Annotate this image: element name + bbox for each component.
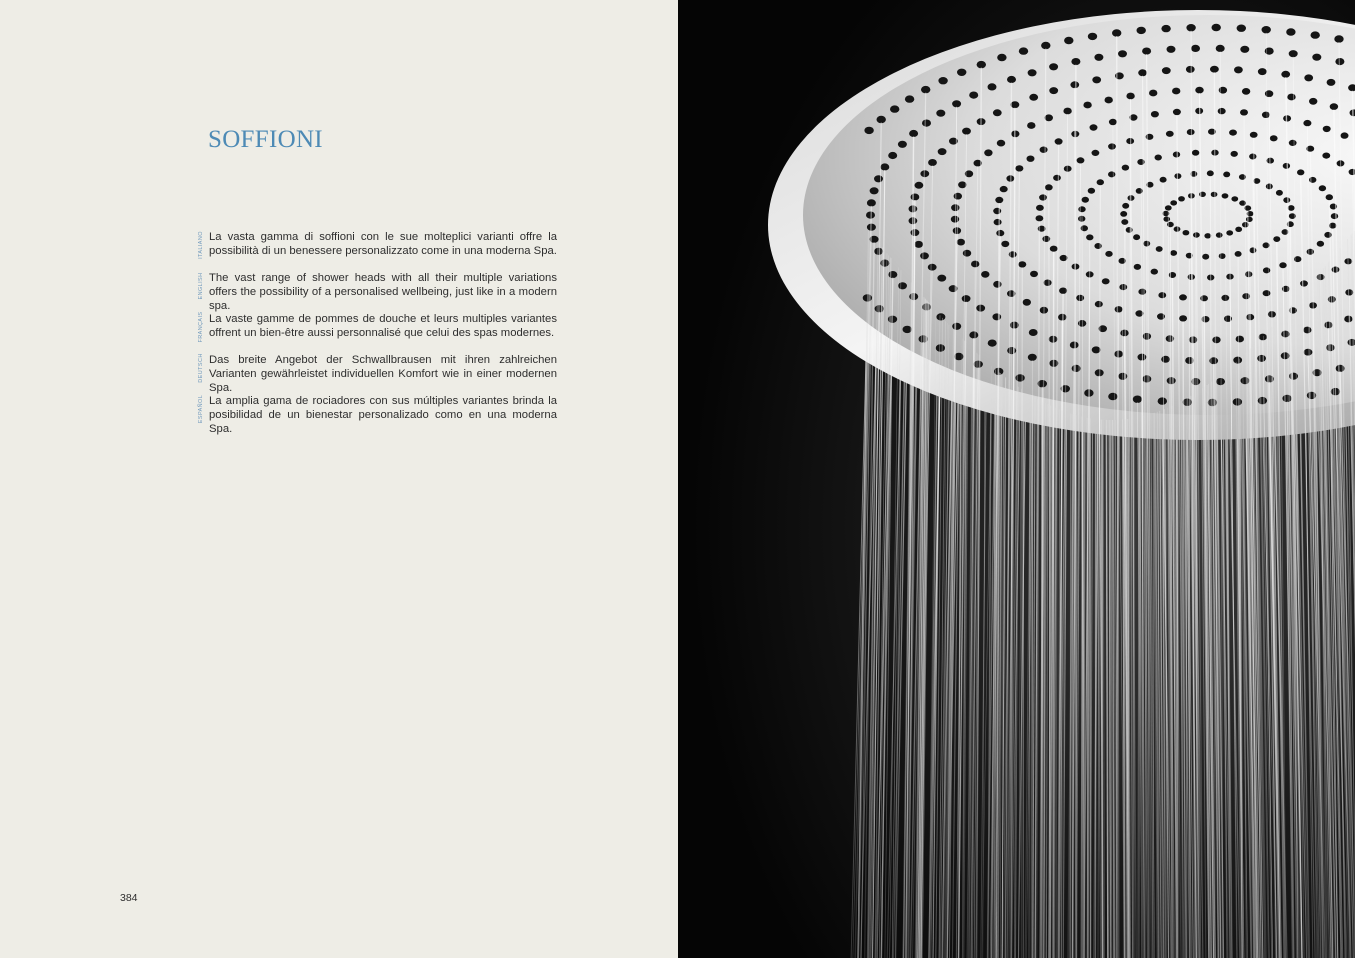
nozzle-hole xyxy=(1090,124,1098,130)
nozzle-hole xyxy=(1237,25,1246,32)
nozzle-hole xyxy=(1173,109,1181,115)
nozzle-hole xyxy=(1335,58,1344,65)
nozzle-hole xyxy=(954,193,962,200)
nozzle-hole xyxy=(1246,217,1253,222)
nozzle-hole xyxy=(1161,25,1170,32)
nozzle-hole xyxy=(922,120,931,127)
nozzle-hole xyxy=(1126,138,1134,144)
nozzle-hole xyxy=(1053,175,1061,181)
nozzle-hole xyxy=(1076,295,1084,301)
nozzle-hole xyxy=(1095,369,1104,376)
nozzle-hole xyxy=(1063,108,1071,115)
nozzle-hole xyxy=(1029,94,1038,101)
nozzle-hole xyxy=(1064,37,1073,44)
nozzle-hole xyxy=(1167,377,1176,384)
nozzle-hole xyxy=(1240,109,1248,115)
nozzle-hole xyxy=(1019,47,1028,54)
nozzle-hole xyxy=(1286,28,1295,35)
nozzle-hole xyxy=(984,149,992,156)
nozzle-hole xyxy=(1233,398,1242,405)
nozzle-hole xyxy=(1178,196,1185,201)
nozzle-hole xyxy=(1265,90,1273,97)
nozzle-hole xyxy=(1036,215,1044,221)
nozzle-hole xyxy=(1322,153,1330,159)
nozzle-hole xyxy=(1330,103,1338,110)
nozzle-hole xyxy=(1212,24,1221,31)
nozzle-hole xyxy=(1112,29,1121,36)
nozzle-hole xyxy=(877,116,886,123)
nozzle-hole xyxy=(1279,262,1286,268)
nozzle-hole xyxy=(867,199,876,206)
nozzle-hole xyxy=(1303,327,1311,334)
nozzle-hole xyxy=(1179,294,1187,300)
nozzle-hole xyxy=(1170,250,1177,256)
paragraph-text: La amplia gama de rociadores con sus múltiples variantes brinda la posibilidad de un bienestar personalizado como en una moderna Spa. xyxy=(209,395,557,435)
nozzle-hole xyxy=(1105,97,1113,104)
nozzle-hole xyxy=(988,340,997,347)
language-label: ITALIANO xyxy=(198,231,204,259)
nozzle-hole xyxy=(1161,356,1170,363)
nozzle-hole xyxy=(962,295,971,302)
nozzle-hole xyxy=(1186,66,1195,73)
nozzle-hole xyxy=(1249,154,1256,160)
nozzle-hole xyxy=(1311,31,1320,38)
nozzle-hole xyxy=(957,239,965,246)
nozzle-hole xyxy=(1088,188,1095,194)
nozzle-hole xyxy=(962,128,971,135)
nozzle-hole xyxy=(937,275,946,282)
nozzle-hole xyxy=(1109,119,1117,125)
nozzle-hole xyxy=(1045,184,1053,190)
nozzle-hole xyxy=(1309,98,1317,105)
nozzle-hole xyxy=(1210,66,1219,73)
nozzle-hole xyxy=(1312,54,1321,61)
nozzle-hole xyxy=(1158,397,1167,404)
paragraph-text: La vaste gamme de pommes de douche et leurs multiples variantes offrent un bien-être aussi personnalisé que celui des spas modernes. xyxy=(209,313,557,339)
nozzle-hole xyxy=(888,152,897,159)
nozzle-hole xyxy=(1344,316,1352,323)
nozzle-hole xyxy=(1170,200,1177,205)
nozzle-hole xyxy=(1138,354,1147,361)
nozzle-hole xyxy=(1222,193,1229,198)
nozzle-hole xyxy=(1156,246,1163,252)
paragraph-german xyxy=(196,353,558,394)
nozzle-hole xyxy=(1102,278,1110,284)
nozzle-hole xyxy=(1120,211,1127,217)
nozzle-hole xyxy=(1193,232,1200,237)
paragraph-spanish xyxy=(196,394,558,435)
nozzle-hole xyxy=(1118,50,1127,57)
language-label: FRANÇAIS xyxy=(198,311,204,343)
paragraph-italian xyxy=(196,230,558,260)
nozzle-hole xyxy=(969,331,978,338)
nozzle-hole xyxy=(1304,349,1313,356)
nozzle-hole xyxy=(1257,355,1266,362)
nozzle-hole xyxy=(1049,87,1058,94)
nozzle-hole xyxy=(1027,122,1035,129)
nozzle-hole xyxy=(977,61,986,68)
nozzle-hole xyxy=(1092,150,1100,156)
nozzle-hole xyxy=(1300,280,1308,286)
nozzle-hole xyxy=(864,127,873,134)
nozzle-hole xyxy=(995,197,1003,203)
nozzle-hole xyxy=(1266,184,1273,190)
nozzle-hole xyxy=(1000,186,1008,192)
language-label: ESPAÑOL xyxy=(198,394,204,424)
nozzle-hole xyxy=(1071,58,1080,65)
nozzle-hole xyxy=(1165,205,1172,210)
nozzle-hole xyxy=(1119,284,1127,290)
nozzle-hole xyxy=(1226,230,1233,235)
nozzle-hole xyxy=(938,148,947,155)
nozzle-hole xyxy=(1303,120,1311,126)
nozzle-hole xyxy=(1121,219,1128,225)
nozzle-hole xyxy=(1283,163,1290,169)
nozzle-hole xyxy=(1070,81,1079,88)
nozzle-hole xyxy=(1105,251,1112,257)
nozzle-hole xyxy=(1173,152,1180,158)
nozzle-hole xyxy=(1015,165,1023,171)
nozzle-hole xyxy=(1341,132,1349,138)
nozzle-hole xyxy=(957,69,966,76)
nozzle-hole xyxy=(1041,42,1050,49)
multilingual-description xyxy=(196,230,558,435)
nozzle-hole xyxy=(936,344,945,351)
nozzle-hole xyxy=(1216,378,1225,385)
nozzle-hole xyxy=(1174,226,1181,231)
nozzle-hole xyxy=(1235,251,1242,257)
nozzle-hole xyxy=(1030,271,1038,277)
nozzle-hole xyxy=(1169,272,1176,278)
nozzle-hole xyxy=(1233,357,1242,364)
nozzle-hole xyxy=(1281,352,1290,359)
nozzle-hole xyxy=(1028,354,1037,361)
nozzle-hole xyxy=(1001,241,1009,247)
nozzle-hole xyxy=(1216,232,1223,237)
nozzle-hole xyxy=(1040,147,1048,153)
nozzle-hole xyxy=(909,130,918,137)
nozzle-hole xyxy=(936,110,945,117)
nozzle-hole xyxy=(1095,301,1103,307)
nozzle-hole xyxy=(905,95,914,102)
nozzle-hole xyxy=(1070,342,1079,349)
nozzle-hole xyxy=(1242,88,1250,95)
nozzle-hole xyxy=(1334,35,1343,42)
nozzle-hole xyxy=(1050,246,1058,252)
nozzle-hole xyxy=(1317,241,1324,247)
nozzle-hole xyxy=(1027,156,1035,162)
nozzle-hole xyxy=(1163,216,1170,221)
nozzle-hole xyxy=(1289,50,1298,57)
nozzle-hole xyxy=(928,159,937,166)
nozzle-hole xyxy=(1249,247,1256,253)
nozzle-hole xyxy=(1136,188,1143,194)
nozzle-hole xyxy=(1192,150,1199,156)
nozzle-hole xyxy=(1077,157,1085,163)
nozzle-hole xyxy=(1137,27,1146,34)
nozzle-hole xyxy=(1134,264,1141,270)
paragraph-french xyxy=(196,312,558,342)
nozzle-hole xyxy=(1262,26,1271,33)
nozzle-hole xyxy=(1155,155,1162,161)
nozzle-hole xyxy=(993,109,1002,116)
nozzle-hole xyxy=(890,105,899,112)
nozzle-hole xyxy=(938,77,947,84)
nozzle-hole xyxy=(963,250,971,257)
nozzle-hole xyxy=(952,100,961,107)
page-title: SOFFIONI xyxy=(208,126,323,153)
nozzle-hole xyxy=(1216,45,1225,52)
nozzle-hole xyxy=(1007,76,1016,83)
nozzle-hole xyxy=(1149,90,1157,97)
nozzle-hole xyxy=(880,163,889,170)
nozzle-hole xyxy=(1157,313,1165,319)
nozzle-hole xyxy=(870,187,879,194)
nozzle-hole xyxy=(898,282,907,289)
nozzle-hole xyxy=(1258,68,1267,75)
language-label: ENGLISH xyxy=(198,272,204,300)
nozzle-hole xyxy=(1234,66,1243,73)
nozzle-hole xyxy=(1036,205,1044,211)
nozzle-hole xyxy=(952,323,961,330)
nozzle-hole xyxy=(1263,267,1270,273)
nozzle-hole xyxy=(1211,192,1218,197)
nozzle-hole xyxy=(1231,151,1238,157)
nozzle-hole xyxy=(1297,169,1304,175)
nozzle-hole xyxy=(1229,130,1237,136)
nozzle-hole xyxy=(1323,126,1331,132)
shower-head-photo xyxy=(678,0,1355,958)
nozzle-hole xyxy=(1092,76,1101,83)
nozzle-hole xyxy=(996,230,1004,236)
nozzle-hole xyxy=(981,271,989,278)
nozzle-hole xyxy=(1133,234,1140,240)
nozzle-hole xyxy=(1240,46,1249,53)
nozzle-hole xyxy=(1167,46,1176,53)
nozzle-hole xyxy=(951,204,959,211)
nozzle-hole xyxy=(1195,87,1203,94)
nozzle-hole xyxy=(1186,24,1195,31)
nozzle-hole xyxy=(1151,111,1159,117)
nozzle-hole xyxy=(1202,254,1209,260)
nozzle-hole xyxy=(1282,395,1291,402)
nozzle-hole xyxy=(1327,79,1336,86)
nozzle-hole xyxy=(971,261,979,268)
nozzle-hole xyxy=(1212,337,1220,344)
nozzle-hole xyxy=(1023,299,1031,306)
nozzle-hole xyxy=(1258,397,1267,404)
nozzle-hole xyxy=(1223,172,1230,178)
nozzle-hole xyxy=(1088,33,1097,40)
paragraph-english xyxy=(196,271,558,312)
nozzle-hole xyxy=(1283,197,1290,203)
nozzle-hole xyxy=(888,271,897,278)
nozzle-hole xyxy=(1143,241,1150,247)
nozzle-hole xyxy=(1078,206,1085,212)
nozzle-hole xyxy=(1187,129,1195,135)
nozzle-hole xyxy=(1263,290,1271,296)
paragraph-text: La vasta gamma di soffioni con le sue molteplici varianti offre la possibilità di un benessere personalizzato come in una moderna Spa. xyxy=(209,231,557,257)
nozzle-hole xyxy=(1142,48,1151,55)
language-label: DEUTSCH xyxy=(198,353,204,383)
nozzle-hole xyxy=(898,141,907,148)
nozzle-hole xyxy=(1326,194,1333,200)
nozzle-hole xyxy=(1276,190,1283,196)
nozzle-hole xyxy=(1235,227,1242,232)
nozzle-hole xyxy=(1319,185,1326,191)
nozzle-hole xyxy=(911,194,920,201)
nozzle-hole xyxy=(1039,194,1047,200)
nozzle-hole xyxy=(1138,69,1147,76)
paragraph-text: Das breite Angebot der Schwallbrausen mit ihren zahlreichen Varianten gewährleistet individuellen Komfort wie in einer modernen Spa. xyxy=(209,354,557,394)
nozzle-hole xyxy=(1083,102,1091,109)
nozzle-hole xyxy=(920,252,929,259)
nozzle-hole xyxy=(1172,88,1180,95)
nozzle-hole xyxy=(1018,261,1026,267)
nozzle-hole xyxy=(1179,315,1187,321)
nozzle-hole xyxy=(1151,269,1158,275)
nozzle-hole xyxy=(1108,171,1115,177)
nozzle-hole xyxy=(1262,112,1270,118)
nozzle-hole xyxy=(1142,375,1151,382)
nozzle-hole xyxy=(1108,393,1117,400)
nozzle-hole xyxy=(1221,295,1229,301)
nozzle-hole xyxy=(1207,170,1214,176)
nozzle-hole xyxy=(1158,292,1166,298)
nozzle-hole xyxy=(1122,165,1129,171)
paragraph-text: The vast range of shower heads with all their multiple variations offers the possibility of a personalised wellbeing, just like in a modern spa. xyxy=(209,272,557,312)
nozzle-hole xyxy=(1236,336,1244,343)
nozzle-hole xyxy=(1259,334,1267,341)
nozzle-hole xyxy=(1082,197,1089,203)
nozzle-hole xyxy=(1115,306,1123,312)
nozzle-hole xyxy=(915,182,924,189)
nozzle-hole xyxy=(1287,94,1295,101)
water-stream xyxy=(1088,418,1089,958)
nozzle-hole xyxy=(1092,346,1101,353)
nozzle-hole xyxy=(1219,253,1226,259)
page-number: 384 xyxy=(120,892,138,904)
nozzle-hole xyxy=(1231,196,1238,201)
nozzle-hole xyxy=(1270,135,1278,141)
nozzle-hole xyxy=(993,208,1001,214)
nozzle-hole xyxy=(1183,230,1190,235)
nozzle-hole xyxy=(1218,108,1226,114)
nozzle-hole xyxy=(1332,267,1340,273)
nozzle-hole xyxy=(1126,93,1134,100)
nozzle-hole xyxy=(988,83,997,90)
nozzle-hole xyxy=(1191,45,1200,52)
nozzle-hole xyxy=(1160,177,1167,183)
nozzle-hole xyxy=(1049,63,1058,70)
nozzle-hole xyxy=(1307,249,1314,255)
nozzle-hole xyxy=(936,313,945,320)
nozzle-hole xyxy=(1273,236,1280,242)
nozzle-hole xyxy=(976,305,985,312)
nozzle-hole xyxy=(1094,243,1101,249)
nozzle-hole xyxy=(993,281,1001,288)
nozzle-hole xyxy=(1281,71,1290,78)
nozzle-hole xyxy=(1108,143,1116,149)
nozzle-hole xyxy=(997,54,1006,61)
nozzle-hole xyxy=(969,92,978,99)
water-stream xyxy=(1090,418,1091,958)
nozzle-hole xyxy=(914,241,923,248)
nozzle-hole xyxy=(1094,54,1103,61)
nozzle-hole xyxy=(1133,396,1142,403)
nozzle-hole xyxy=(1097,179,1104,185)
nozzle-hole xyxy=(1309,177,1316,183)
nozzle-hole xyxy=(1250,132,1258,138)
nozzle-hole xyxy=(921,86,930,93)
nozzle-hole xyxy=(1289,140,1297,146)
nozzle-hole xyxy=(997,140,1005,147)
nozzle-hole xyxy=(958,181,966,188)
nozzle-hole xyxy=(874,175,883,182)
nozzle-hole xyxy=(1028,69,1037,76)
nozzle-hole xyxy=(1120,330,1128,337)
nozzle-hole xyxy=(1007,347,1016,354)
nozzle-hole xyxy=(928,264,937,271)
nozzle-hole xyxy=(1162,67,1171,74)
nozzle-hole xyxy=(1029,329,1038,336)
nozzle-hole xyxy=(1122,203,1129,209)
nozzle-hole xyxy=(1086,234,1093,240)
nozzle-hole xyxy=(1324,322,1332,329)
nozzle-hole xyxy=(1166,131,1174,137)
nozzle-hole xyxy=(1304,74,1313,81)
nozzle-hole xyxy=(994,219,1002,225)
nozzle-hole xyxy=(1055,138,1063,144)
nozzle-hole xyxy=(1331,213,1338,219)
rain-shower-image xyxy=(678,0,1355,958)
